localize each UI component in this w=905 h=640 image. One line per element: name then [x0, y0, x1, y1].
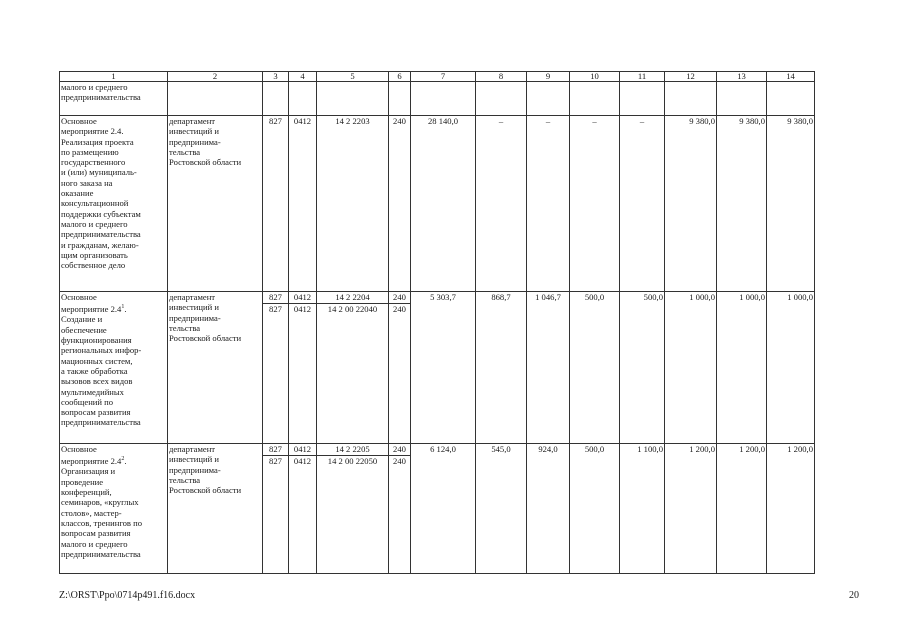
total-cell: 28 140,0: [411, 116, 476, 292]
measure-name-cell: [60, 444, 168, 574]
text-line: региональных инфор-: [61, 345, 142, 356]
text-line: малого и среднего: [61, 538, 128, 549]
rzpr-cell: 0412: [289, 116, 317, 292]
vr-cell: 240: [389, 116, 411, 292]
header-cell: 11: [620, 72, 665, 82]
continuation-text: малого и среднего предпринимательства: [60, 82, 168, 116]
year-2017-cell: 1 100,0: [620, 444, 665, 574]
budget-table: [59, 71, 815, 574]
executor-name: [169, 292, 261, 343]
text-line: проведение: [61, 476, 104, 487]
total-cell: 6 124,0: [411, 444, 476, 574]
text-line: предпринимательства: [61, 548, 141, 559]
text-line: Основное: [61, 116, 97, 126]
text-line: собственное дело: [61, 260, 126, 271]
grbs-cell: 827 827: [263, 444, 289, 574]
executor-cell: [168, 292, 263, 444]
year-2018-cell: 9 380,0: [665, 116, 717, 292]
header-cell: 1: [60, 72, 168, 82]
text-line: тельства: [169, 146, 201, 157]
header-cell: 13: [717, 72, 767, 82]
text-line: поддержки субъектам: [61, 208, 141, 219]
year-2018-cell: 1 000,0: [665, 292, 717, 444]
text-line: тельства: [169, 322, 201, 333]
text-line: сообщений по: [61, 396, 114, 407]
text-line: Ростовской области: [169, 157, 242, 168]
year-2016-cell: 500,0: [570, 444, 620, 574]
header-cell: 5: [317, 72, 389, 82]
text-line: департамент: [169, 116, 216, 126]
column-number-header: [60, 72, 815, 82]
csr-cell: 14 2 2203: [317, 116, 389, 292]
rzpr-cell: 0412 0412: [289, 444, 317, 574]
text-line: государственного: [61, 157, 126, 168]
header-cell: 8: [476, 72, 527, 82]
csr-cell: 14 2 2204 14 2 00 22040: [317, 292, 389, 444]
executor-name: [169, 116, 261, 167]
year-2018-cell: 1 200,0: [665, 444, 717, 574]
text-line: Создание и: [61, 314, 103, 325]
header-cell: 6: [389, 72, 411, 82]
grbs-cell: 827: [263, 116, 289, 292]
text-line: Организация и: [61, 466, 116, 477]
measure-name: [61, 292, 166, 428]
csr-cell: 14 2 2205 14 2 00 22050: [317, 444, 389, 574]
text-line: оказание: [61, 188, 94, 199]
text-line: инвестиций и: [169, 454, 219, 465]
measure-name: [61, 116, 166, 270]
text-line: департамент: [169, 444, 216, 454]
year-2017-cell: 500,0: [620, 292, 665, 444]
year-2015-cell: 924,0: [527, 444, 570, 574]
header-cell: 10: [570, 72, 620, 82]
header-cell: 7: [411, 72, 476, 82]
executor-name: [169, 444, 261, 495]
year-2020-cell: 1 200,0: [767, 444, 815, 574]
year-2020-cell: 1 000,0: [767, 292, 815, 444]
text-line: предпринима-: [169, 136, 221, 147]
year-2017-cell: –: [620, 116, 665, 292]
grbs-cell: 827 827: [263, 292, 289, 444]
text-line: функционирования: [61, 335, 132, 346]
superscript-index: 1: [121, 304, 125, 311]
text-line: предпринимательства: [61, 229, 141, 240]
year-2015-cell: 1 046,7: [527, 292, 570, 444]
header-cell: 4: [289, 72, 317, 82]
header-cell: 2: [168, 72, 263, 82]
text-line: конференций,: [61, 487, 112, 498]
executor-cell: [168, 116, 263, 292]
header-cell: 9: [527, 72, 570, 82]
text-line: тельства: [169, 474, 201, 485]
text-line: Основное: [61, 292, 97, 302]
year-2019-cell: 1 200,0: [717, 444, 767, 574]
text-line: вопросам развития: [61, 407, 131, 418]
text-line: Ростовской области: [169, 485, 242, 496]
table-row: [60, 292, 815, 444]
text-line: Основное: [61, 444, 97, 454]
text-line: мероприятие $2.4^2$.: [61, 456, 127, 467]
text-line: инвестиций и: [169, 302, 219, 313]
text-line: обеспечение: [61, 324, 107, 335]
table-row: [60, 116, 815, 292]
text-line: вызовов всех видов: [61, 376, 133, 387]
year-2014-cell: 868,7: [476, 292, 527, 444]
text-line: ного заказа на: [61, 177, 113, 188]
year-2019-cell: 1 000,0: [717, 292, 767, 444]
table-row: [60, 444, 815, 574]
superscript-index: 2: [121, 456, 125, 463]
text-line: щим организовать: [61, 249, 128, 260]
measure-name-cell: [60, 292, 168, 444]
year-2020-cell: 9 380,0: [767, 116, 815, 292]
text-line: малого и среднего: [61, 218, 128, 229]
text-line: мероприятие $2.4^1$.: [61, 304, 127, 315]
measure-name: [61, 444, 166, 559]
year-2015-cell: –: [527, 116, 570, 292]
rzpr-cell: 0412 0412: [289, 292, 317, 444]
header-cell: 14: [767, 72, 815, 82]
text-line: предпринима-: [169, 464, 221, 475]
text-line: вопросам развития: [61, 528, 131, 539]
text-line: предпринимательства: [61, 417, 141, 428]
text-line: и гражданам, желаю-: [61, 239, 139, 250]
vr-cell: 240 240: [389, 292, 411, 444]
text-line: предпринима-: [169, 312, 221, 323]
text-line: мультимедийных: [61, 386, 124, 397]
continuation-row: [60, 82, 815, 116]
year-2016-cell: 500,0: [570, 292, 620, 444]
text-line: столов», мастер-: [61, 507, 122, 518]
header-cell: 3: [263, 72, 289, 82]
total-cell: 5 303,7: [411, 292, 476, 444]
text-line: Ростовской области: [169, 333, 242, 344]
header-cell: 12: [665, 72, 717, 82]
text-line: семинаров, «круглых: [61, 497, 139, 508]
text-line: а также обработка: [61, 365, 128, 376]
text-line: классов, тренингов по: [61, 517, 143, 528]
text-line: департамент: [169, 292, 216, 302]
page-number: 20: [849, 590, 859, 601]
text-line: мационных систем,: [61, 355, 133, 366]
text-line: инвестиций и: [169, 126, 219, 137]
measure-name-cell: [60, 116, 168, 292]
vr-cell: 240 240: [389, 444, 411, 574]
year-2016-cell: –: [570, 116, 620, 292]
text-line: консультационной: [61, 198, 129, 209]
text-line: и (или) муниципаль-: [61, 167, 137, 178]
year-2019-cell: 9 380,0: [717, 116, 767, 292]
text-line: по размещению: [61, 146, 119, 157]
text-line: мероприятие 2.4.: [61, 126, 124, 137]
document-path: Z:\ORST\Ppo\0714p491.f16.docx: [59, 590, 196, 601]
text-line: Реализация проекта: [61, 136, 134, 147]
executor-cell: [168, 444, 263, 574]
year-2014-cell: –: [476, 116, 527, 292]
year-2014-cell: 545,0: [476, 444, 527, 574]
